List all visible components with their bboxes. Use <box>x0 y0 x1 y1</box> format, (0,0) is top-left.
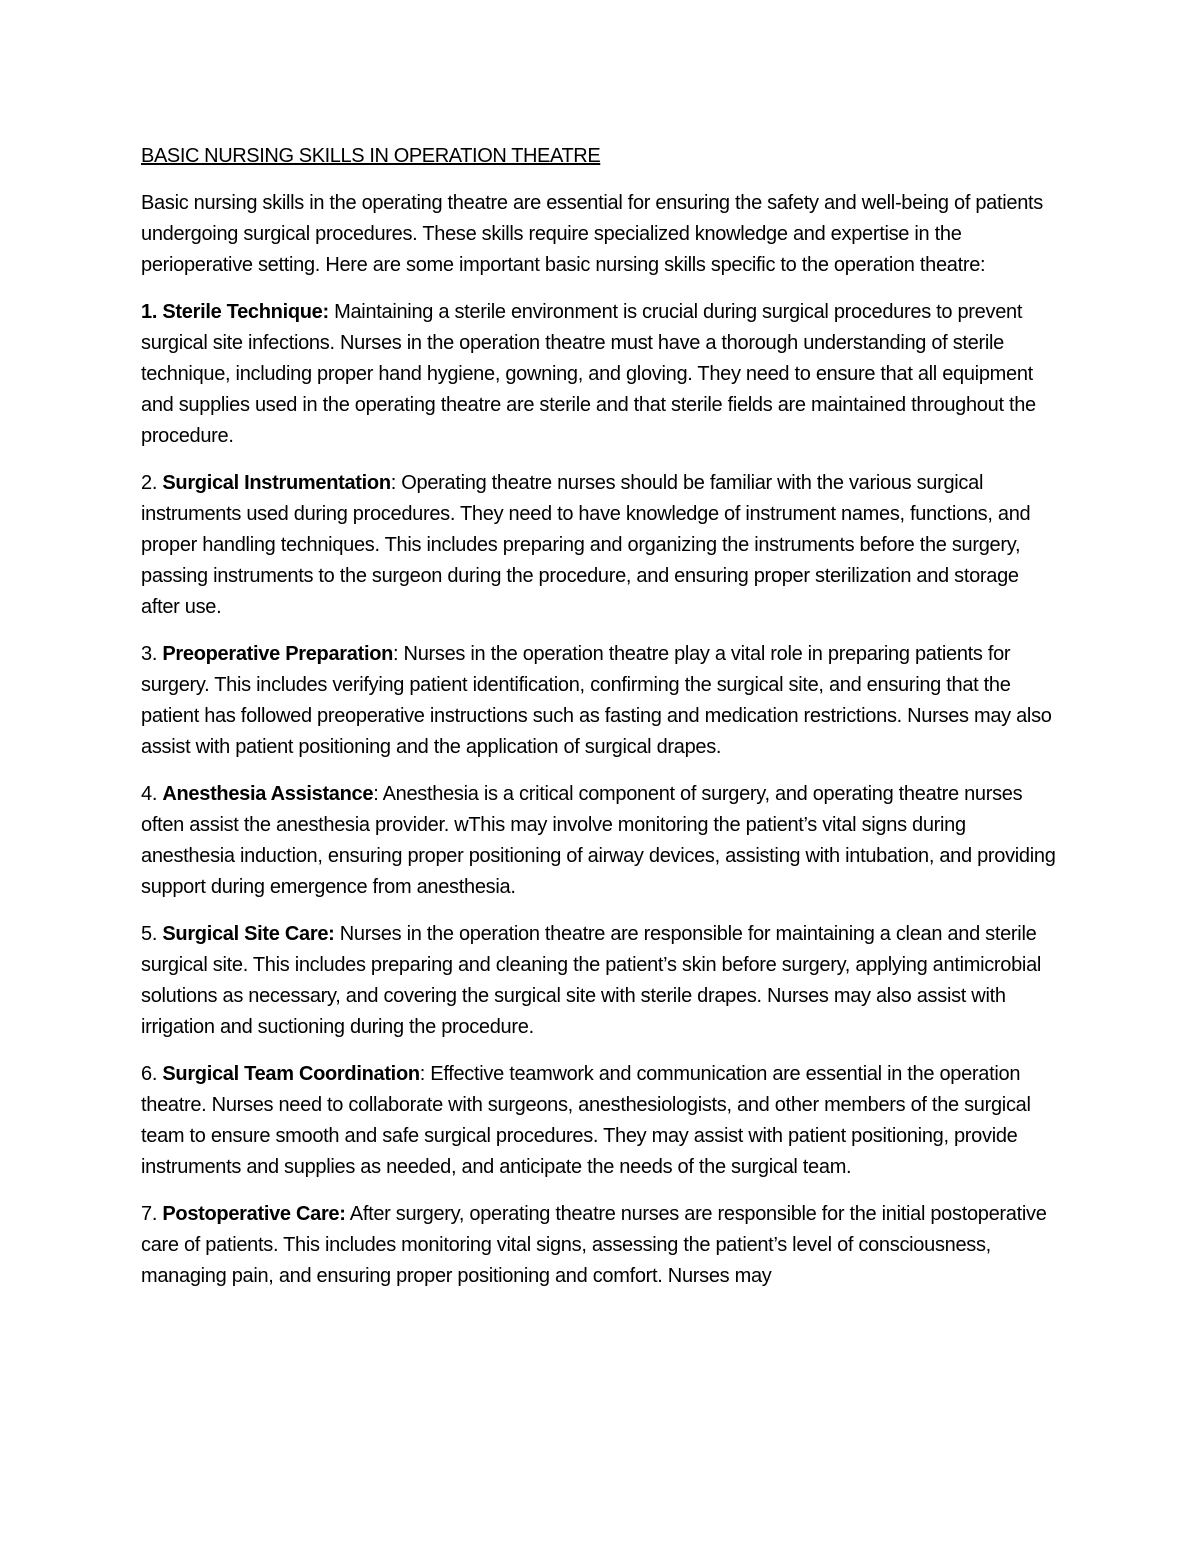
skill-item-sterile-technique <box>141 297 1059 452</box>
item-text: : Anesthesia is a critical component of surgery, and operating theatre nurses often assist the anesthesia provider. wThis may involve monitoring the patient’s vital signs during anesthesia induction, ensuring proper positioning of airway devices, assisting with intubation, and providing support during emergence from anesthesia. <box>141 783 1056 898</box>
item-number: 3. <box>141 643 158 665</box>
item-text: After surgery, operating theatre nurses are responsible for the initial postoperative care of patients. This includes monitoring vital signs, assessing the patient’s level of consciousness, managing pain, and ensuring proper positioning and comfort. Nurses may <box>141 1203 1047 1287</box>
skill-item-preoperative-preparation <box>141 639 1059 763</box>
item-text: : Nurses in the operation theatre play a vital role in preparing patients for surgery. This includes verifying patient identification, confirming the surgical site, and ensuring that the patient has followed preoperative instructions such as fasting and medication restrictions. Nurses may also assist with patient positioning and the application of surgical drapes. <box>141 643 1052 758</box>
item-number: 4. <box>141 783 158 805</box>
item-text: Nurses in the operation theatre are responsible for maintaining a clean and sterile surgical site. This includes preparing and cleaning the patient’s skin before surgery, applying antimicrobial solutions as necessary, and covering the surgical site with sterile drapes. Nurses may also assist with irrigation and suctioning during the procedure. <box>141 923 1042 1038</box>
item-term: Surgical Team Coordination <box>162 1063 420 1085</box>
item-term: Postoperative Care: <box>162 1203 346 1225</box>
item-term: Anesthesia Assistance <box>162 783 374 805</box>
skill-item-surgical-team-coordination <box>141 1059 1059 1183</box>
item-number: 5. <box>141 923 158 945</box>
skill-item-surgical-instrumentation <box>141 468 1059 623</box>
item-number: 1. <box>141 301 158 323</box>
skill-item-anesthesia-assistance <box>141 779 1059 903</box>
document-page <box>141 141 1059 1308</box>
item-term: Surgical Site Care: <box>162 923 335 945</box>
item-text: Maintaining a sterile environment is crucial during surgical procedures to prevent surgical site infections. Nurses in the operation theatre must have a thorough understanding of sterile technique, including proper hand hygiene, gowning, and gloving. They need to ensure that all equipment and supplies used in the operating theatre are sterile and that sterile fields are maintained throughout the procedure. <box>141 301 1036 447</box>
item-text: : Operating theatre nurses should be familiar with the various surgical instruments used during procedures. They need to have knowledge of instrument names, functions, and proper handling techniques. This includes preparing and organizing the instruments before the surgery, passing instruments to the surgeon during the procedure, and ensuring proper sterilization and storage after use. <box>141 472 1031 618</box>
intro-paragraph: Basic nursing skills in the operating theatre are essential for ensuring the safety and well-being of patients undergoing surgical procedures. These skills require specialized knowledge and expertise in the perioperative setting. Here are some important basic nursing skills specific to the operation theatre: <box>141 192 1043 276</box>
item-number: 6. <box>141 1063 158 1085</box>
skill-item-postoperative-care <box>141 1199 1059 1292</box>
item-text: : Effective teamwork and communication are essential in the operation theatre. Nurses need to collaborate with surgeons, anesthesiologists, and other members of the surgical team to ensure smooth and safe surgical procedures. They may assist with patient positioning, provide instruments and supplies as needed, and anticipate the needs of the surgical team. <box>141 1063 1031 1178</box>
document-title: BASIC NURSING SKILLS IN OPERATION THEATRE <box>141 145 601 167</box>
item-number: 2. <box>141 472 158 494</box>
item-term: Sterile Technique: <box>162 301 329 323</box>
item-term: Preoperative Preparation <box>162 643 394 665</box>
item-number: 7. <box>141 1203 158 1225</box>
item-term: Surgical Instrumentation <box>162 472 391 494</box>
skill-item-surgical-site-care <box>141 919 1059 1043</box>
